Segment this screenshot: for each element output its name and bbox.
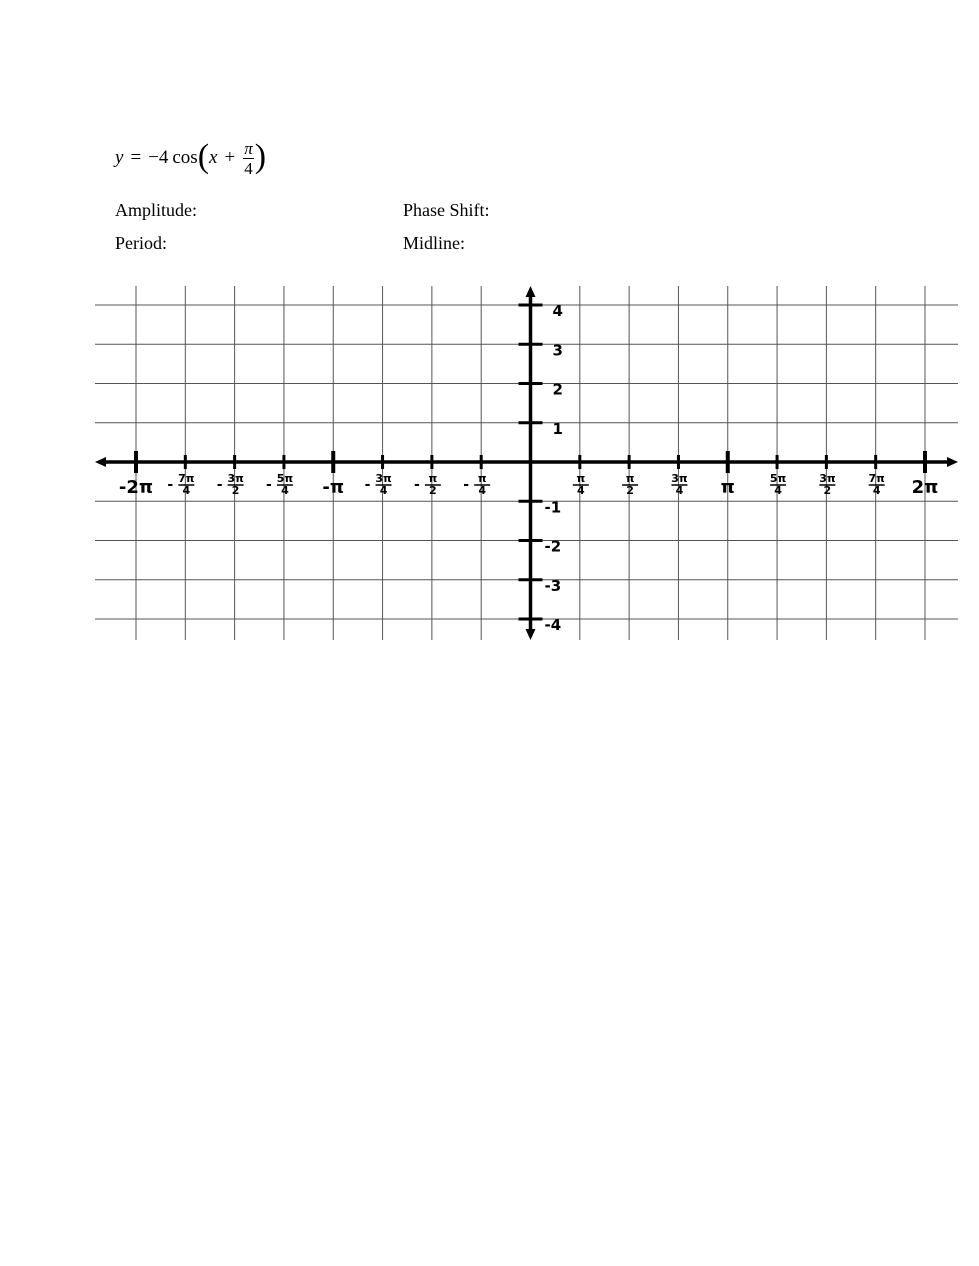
x-tick-denominator: 4 xyxy=(182,484,191,497)
midline-label: Midline: xyxy=(403,233,465,253)
x-tick-minus: - xyxy=(266,477,272,493)
x-tick-label xyxy=(869,472,886,497)
x-tick-numerator: 3π xyxy=(671,472,688,485)
eq-plus: + xyxy=(224,147,236,168)
x-tick-label xyxy=(217,472,244,497)
x-tick-minus: - xyxy=(364,477,371,493)
x-tick-label xyxy=(414,472,441,497)
x-tick-numerator: 3π xyxy=(819,472,836,485)
y-tick-label: 2 xyxy=(552,380,563,399)
x-tick-label xyxy=(266,472,293,497)
x-tick-denominator: 4 xyxy=(281,484,289,497)
x-tick-denominator: 2 xyxy=(429,484,437,497)
x-tick-label: -2π xyxy=(118,477,154,498)
x-tick-denominator: 4 xyxy=(774,484,782,497)
x-tick-denominator: 2 xyxy=(626,484,634,497)
y-tick-label: -2 xyxy=(544,537,562,556)
y-axis-arrow-up xyxy=(526,286,536,297)
eq-x: x xyxy=(209,147,218,168)
eq-fraction-numerator: π xyxy=(244,138,253,158)
eq-fraction-denominator: 4 xyxy=(244,158,253,178)
x-tick-label xyxy=(167,472,194,497)
x-tick-numerator: 3π xyxy=(227,472,244,485)
x-tick-label: π xyxy=(720,477,735,498)
x-tick-numerator: 5π xyxy=(769,472,787,485)
x-tick-numerator: 7π xyxy=(868,472,885,485)
y-tick-label: 1 xyxy=(552,419,563,438)
x-tick-label xyxy=(573,472,589,497)
eq-y: y xyxy=(115,147,124,168)
x-tick-minus: - xyxy=(463,477,470,493)
x-tick-label: -π xyxy=(322,477,345,498)
x-tick-minus: - xyxy=(413,477,420,493)
x-tick-minus: - xyxy=(216,477,223,493)
x-tick-numerator: π xyxy=(477,472,487,485)
eq-coefficient: −4 xyxy=(148,147,169,168)
x-tick-numerator: π xyxy=(625,472,635,485)
y-tick-label: -1 xyxy=(544,498,562,517)
y-tick-label: 4 xyxy=(552,302,563,320)
x-tick-label xyxy=(671,472,688,497)
x-tick-denominator: 4 xyxy=(675,484,684,497)
eq-close-paren: ) xyxy=(254,138,267,175)
eq-equals: = xyxy=(130,147,142,168)
x-tick-numerator: 3π xyxy=(375,472,392,485)
x-tick-denominator: 4 xyxy=(478,484,487,497)
y-tick-label: -3 xyxy=(544,576,562,595)
x-tick-label xyxy=(463,472,490,497)
x-tick-label: 2π xyxy=(911,477,939,498)
y-tick-label: -4 xyxy=(544,616,562,634)
amplitude-label: Amplitude: xyxy=(115,200,197,220)
x-tick-denominator: 4 xyxy=(872,484,881,497)
x-axis-arrow-left xyxy=(95,457,106,467)
x-tick-numerator: π xyxy=(428,472,438,485)
x-tick-denominator: 2 xyxy=(231,484,240,497)
y-axis-arrow-down xyxy=(526,629,536,640)
x-tick-numerator: 7π xyxy=(178,472,195,485)
x-tick-denominator: 4 xyxy=(576,484,585,497)
period-label: Period: xyxy=(115,233,167,253)
phase-shift-label: Phase Shift: xyxy=(403,200,490,220)
x-tick-label xyxy=(622,472,638,497)
eq-open-paren: ( xyxy=(197,138,210,175)
x-tick-denominator: 2 xyxy=(823,484,832,497)
x-tick-denominator: 4 xyxy=(379,484,388,497)
x-axis-arrow-right xyxy=(947,457,958,467)
x-tick-label xyxy=(770,472,787,497)
x-tick-numerator: 5π xyxy=(276,472,294,485)
y-tick-label: 3 xyxy=(552,341,563,360)
eq-function: cos xyxy=(172,147,198,168)
x-tick-minus: - xyxy=(167,477,174,493)
x-tick-label xyxy=(819,472,836,497)
x-tick-label xyxy=(365,472,392,497)
x-tick-numerator: π xyxy=(576,472,586,485)
